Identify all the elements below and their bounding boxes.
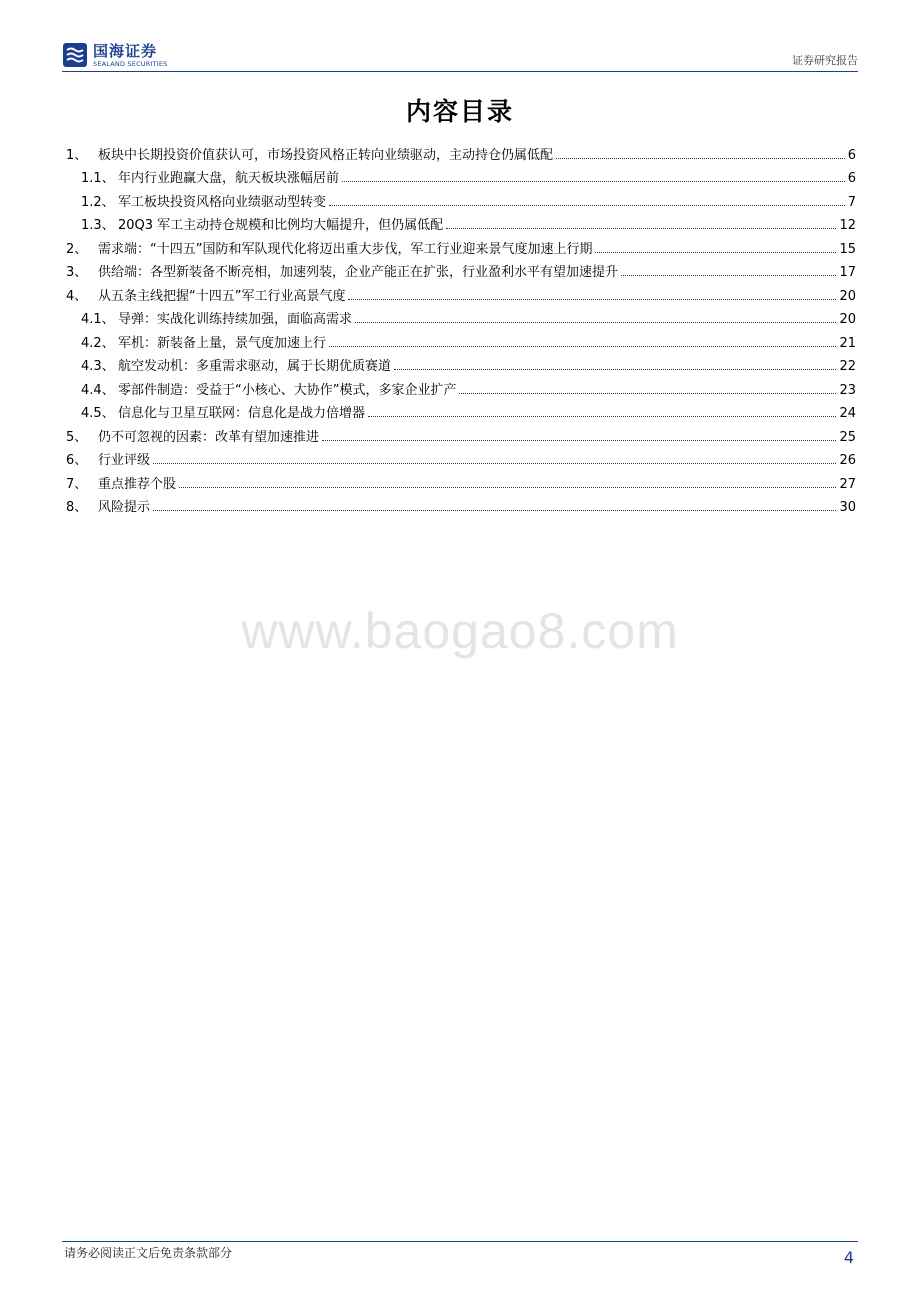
- toc-dot-leader: [348, 299, 836, 300]
- toc-entry[interactable]: [66, 351, 856, 375]
- toc-entry-page: 20: [839, 312, 856, 327]
- toc-dot-leader: [153, 463, 836, 464]
- toc-entry-number: 1.1、: [81, 171, 115, 186]
- watermark: www.baogao8.com: [241, 603, 679, 659]
- toc-entry-number: 4、: [66, 288, 88, 304]
- toc-entry-title: 军机：新装备上量，景气度加速上行: [118, 335, 327, 351]
- table-of-contents: [66, 139, 856, 515]
- toc-entry-number: 2、: [66, 241, 88, 257]
- brand-name-en: SEALAND SECURITIES: [93, 59, 168, 68]
- toc-dot-leader: [394, 369, 836, 370]
- toc-entry[interactable]: [66, 304, 856, 328]
- toc-dot-leader: [322, 440, 836, 441]
- disclaimer-note: 请务必阅读正文后免责条款部分: [64, 1246, 233, 1260]
- toc-dot-leader: [459, 393, 836, 394]
- toc-dot-leader: [556, 158, 845, 159]
- toc-dot-leader: [368, 416, 836, 417]
- toc-dot-leader: [342, 181, 845, 182]
- toc-dot-leader: [595, 252, 836, 253]
- toc-entry-page: 17: [839, 265, 856, 280]
- toc-entry-title: 导弹：实战化训练持续加强，面临高需求: [118, 312, 353, 327]
- page-number: 4: [843, 1248, 854, 1267]
- toc-entry-title: 年内行业跑赢大盘，航天板块涨幅居前: [118, 171, 340, 186]
- toc-entry-title: 需求端：“十四五”国防和军队现代化将迈出重大步伐，军工行业迎来景气度加速上行期: [98, 241, 593, 257]
- toc-entry-page: 6: [847, 171, 856, 186]
- toc-entry-title: 20Q3 军工主动持仓规模和比例均大幅提升，但仍属低配: [118, 218, 444, 233]
- toc-entry-number: 5、: [66, 429, 88, 445]
- toc-entry-number: 1、: [66, 147, 88, 163]
- toc-entry-page: 6: [847, 147, 856, 163]
- toc-entry-title: 军工板块投资风格向业绩驱动型转变: [118, 194, 327, 210]
- toc-entry-title: 板块中长期投资价值获认可，市场投资风格正转向业绩驱动，主动持仓仍属低配: [98, 147, 554, 163]
- toc-entry[interactable]: [66, 468, 856, 492]
- toc-entry-number: 4.5、: [81, 406, 115, 421]
- toc-entry-number: 1.3、: [81, 218, 115, 233]
- toc-entry[interactable]: [66, 398, 856, 422]
- toc-dot-leader: [329, 205, 845, 206]
- toc-entry-page: 21: [839, 335, 856, 351]
- toc-entry-title: 信息化与卫星互联网：信息化是战力倍增器: [118, 406, 366, 421]
- toc-entry-number: 4.1、: [81, 312, 115, 327]
- toc-entry-number: 8、: [66, 500, 88, 515]
- toc-entry-page: 23: [839, 382, 856, 398]
- toc-entry[interactable]: [66, 139, 856, 163]
- toc-entry-number: 4.2、: [81, 335, 115, 351]
- toc-entry-page: 27: [839, 476, 856, 492]
- toc-entry-number: 7、: [66, 476, 88, 492]
- toc-entry-title: 航空发动机：多重需求驱动，属于长期优质赛道: [118, 359, 392, 374]
- toc-entry[interactable]: [66, 163, 856, 187]
- toc-dot-leader: [329, 346, 836, 347]
- toc-entry-title: 行业评级: [98, 453, 151, 468]
- page-header: [62, 40, 858, 72]
- toc-entry-page: 7: [847, 194, 856, 210]
- toc-entry[interactable]: [66, 257, 856, 281]
- toc-entry-title: 仍不可忽视的因素：改革有望加速推进: [98, 429, 320, 445]
- report-type-label: 证券研究报告: [792, 54, 858, 67]
- toc-entry[interactable]: [66, 421, 856, 445]
- toc-entry-page: 30: [839, 500, 856, 515]
- toc-entry-number: 4.4、: [81, 382, 115, 398]
- toc-entry[interactable]: [66, 374, 856, 398]
- toc-entry-page: 24: [839, 406, 856, 421]
- sealand-logo-icon: [62, 42, 88, 68]
- toc-entry-title: 风险提示: [98, 500, 151, 515]
- toc-entry-number: 1.2、: [81, 194, 115, 210]
- toc-entry[interactable]: [66, 492, 856, 516]
- toc-entry-title: 重点推荐个股: [98, 476, 177, 492]
- toc-entry-title: 零部件制造：受益于“小核心、大协作”模式，多家企业扩产: [118, 382, 457, 398]
- toc-entry-title: 供给端：各型新装备不断亮相，加速列装，企业产能正在扩张，行业盈利水平有望加速提升: [98, 265, 619, 280]
- toc-dot-leader: [446, 228, 836, 229]
- header-divider: [62, 71, 858, 72]
- toc-entry-number: 3、: [66, 265, 88, 280]
- toc-dot-leader: [179, 487, 836, 488]
- toc-entry-title: 从五条主线把握“十四五”军工行业高景气度: [98, 288, 346, 304]
- toc-entry[interactable]: [66, 233, 856, 257]
- toc-entry-page: 26: [839, 453, 856, 468]
- toc-entry-page: 20: [839, 288, 856, 304]
- toc-entry-page: 25: [839, 429, 856, 445]
- toc-entry-number: 4.3、: [81, 359, 115, 374]
- footer-divider: [62, 1241, 858, 1242]
- brand-logo: [62, 40, 168, 70]
- toc-entry[interactable]: [66, 280, 856, 304]
- toc-title: 内容目录: [405, 97, 514, 126]
- toc-dot-leader: [153, 510, 836, 511]
- toc-entry-number: 6、: [66, 453, 88, 468]
- toc-entry[interactable]: [66, 186, 856, 210]
- toc-entry[interactable]: [66, 445, 856, 469]
- toc-entry-page: 15: [839, 241, 856, 257]
- toc-entry-page: 12: [839, 218, 856, 233]
- toc-entry-page: 22: [839, 359, 856, 374]
- toc-dot-leader: [621, 275, 836, 276]
- brand-name-cn: 国海证券: [93, 41, 158, 60]
- toc-entry[interactable]: [66, 210, 856, 234]
- toc-entry[interactable]: [66, 327, 856, 351]
- toc-dot-leader: [355, 322, 836, 323]
